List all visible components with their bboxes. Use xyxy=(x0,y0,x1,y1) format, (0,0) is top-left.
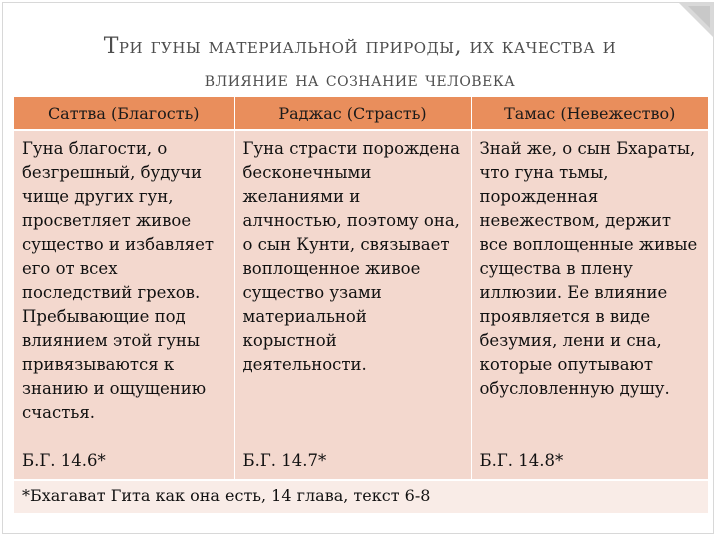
header-tamas: Тамас (Невежество) xyxy=(471,97,708,130)
table-row xyxy=(14,130,708,480)
sattva-text: Гуна благости, о безгрешный, будучи чище других гун, просветляет живое существо и избавляет его от всех последствий грехов. Пребывающие под влиянием этой гуны привязываются к знанию и ощущению счастья. xyxy=(22,139,214,422)
header-sattva: Саттва (Благость) xyxy=(14,97,234,130)
rajas-reference: Б.Г. 14.7* xyxy=(242,451,327,470)
rajas-text: Гуна страсти порождена бесконечными желаниями и алчностью, поэтому она, о сын Кунти, связывает воплощенное живое существо узами материальной корыстной деятельности. xyxy=(242,139,460,374)
cell-sattva xyxy=(14,130,234,480)
sattva-reference: Б.Г. 14.6* xyxy=(22,451,106,470)
tamas-reference: Б.Г. 14.8* xyxy=(479,451,564,470)
table-header-row xyxy=(14,97,708,130)
cell-rajas xyxy=(234,130,471,480)
gunas-table xyxy=(14,97,708,513)
slide-title-line2: влияние на сознание человека xyxy=(204,67,516,92)
table-footnote-row xyxy=(14,480,708,513)
slide-title xyxy=(20,30,700,95)
tamas-text: Знай же, о сын Бхараты, что гуна тьмы, порожденная невежеством, держит все воплощенные живые существа в плену иллюзии. Ее влияние проявляется в виде безумия, лени и сна, которые опутывают обусловленную душу. xyxy=(479,139,698,398)
footnote: *Бхагават Гита как она есть, 14 глава, текст 6-8 xyxy=(14,480,708,513)
header-rajas: Раджас (Страсть) xyxy=(234,97,471,130)
slide-title-line1: Три гуны материальной природы, их качества и xyxy=(103,34,617,59)
cell-tamas xyxy=(471,130,708,480)
